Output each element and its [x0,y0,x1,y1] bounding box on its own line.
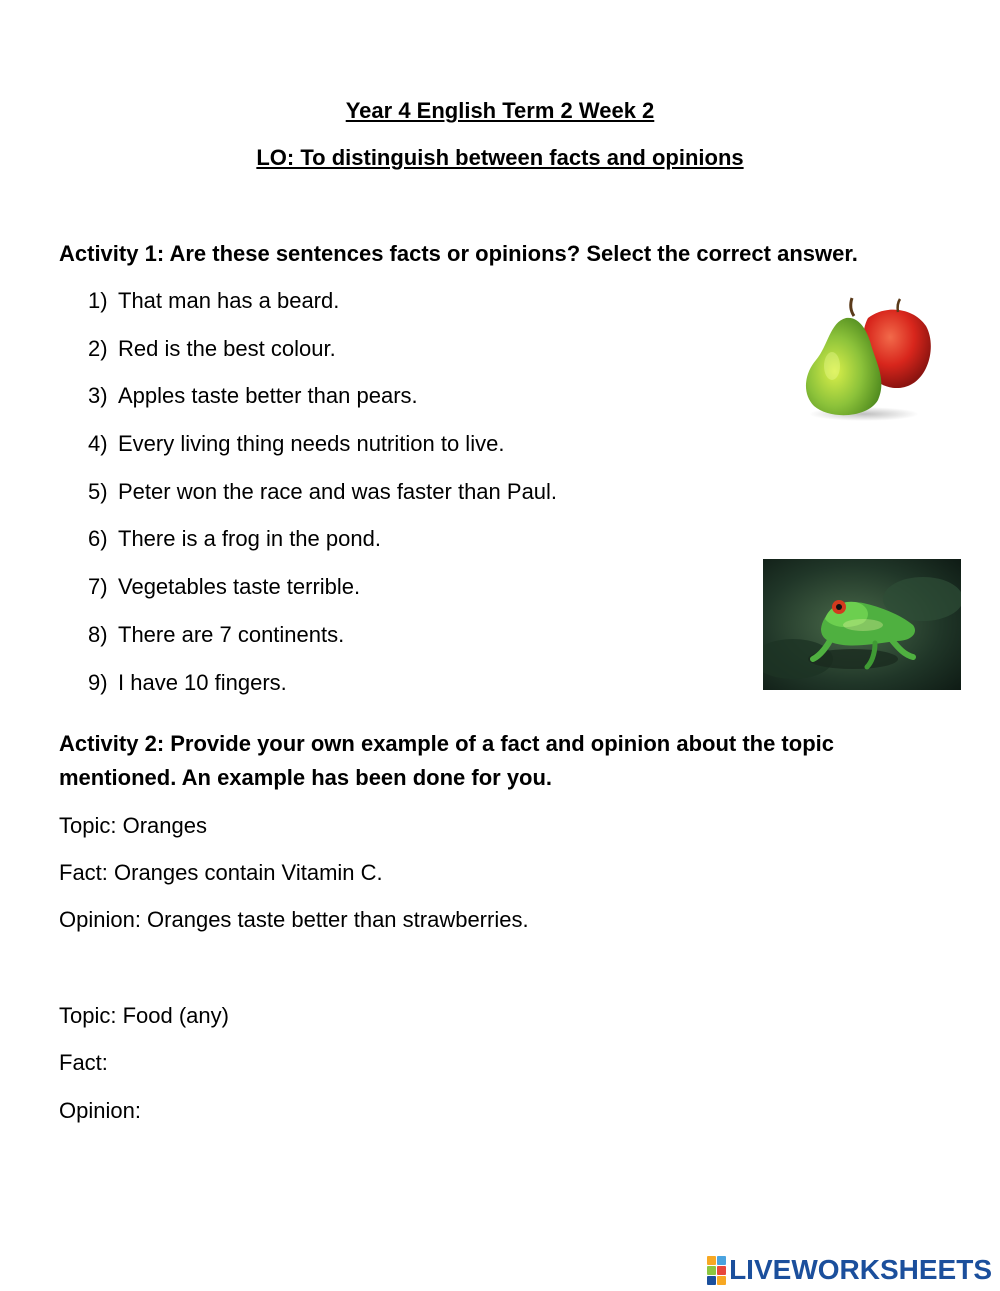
list-item[interactable]: 7) Vegetables taste terrible. [88,574,361,599]
activity2-heading-line2: mentioned. An example has been done for you. [59,765,553,790]
logo-text: LIVEWORKSHEETS [729,1254,992,1285]
activity1-heading: Activity 1: Are these sentences facts or opinions? Select the correct answer. [59,241,858,266]
fact-answer-area[interactable] [120,1046,940,1076]
logo-cubes-icon [707,1256,726,1285]
task-opinion-label: Opinion: [59,1098,141,1123]
task-topic: Topic: Food (any) [59,1003,229,1028]
example-fact: Fact: Oranges contain Vitamin C. [59,860,383,885]
list-item[interactable]: 8) There are 7 continents. [88,622,345,647]
list-item[interactable]: 3) Apples taste better than pears. [88,383,418,408]
liveworksheets-logo[interactable] [707,1253,992,1287]
list-item[interactable]: 2) Red is the best colour. [88,336,336,361]
list-item[interactable]: 9) I have 10 fingers. [88,670,287,695]
list-item[interactable]: 4) Every living thing needs nutrition to live. [88,431,505,456]
example-topic: Topic: Oranges [59,813,207,838]
list-item[interactable]: 5) Peter won the race and was faster than Paul. [88,479,558,504]
opinion-answer-area[interactable] [158,1094,940,1124]
example-opinion: Opinion: Oranges taste better than strawberries. [59,907,529,932]
pear-and-apple-image [802,296,937,421]
task-fact-label: Fact: [59,1050,108,1075]
frog-image [763,559,961,690]
worksheet-title: Year 4 English Term 2 Week 2 [345,98,655,123]
activity2-heading-line1: Activity 2: Provide your own example of a fact and opinion about the topic [59,731,834,756]
list-item[interactable]: 1) That man has a beard. [88,288,340,313]
learning-objective: LO: To distinguish between facts and opinions [256,145,744,170]
list-item[interactable]: 6) There is a frog in the pond. [88,526,381,551]
